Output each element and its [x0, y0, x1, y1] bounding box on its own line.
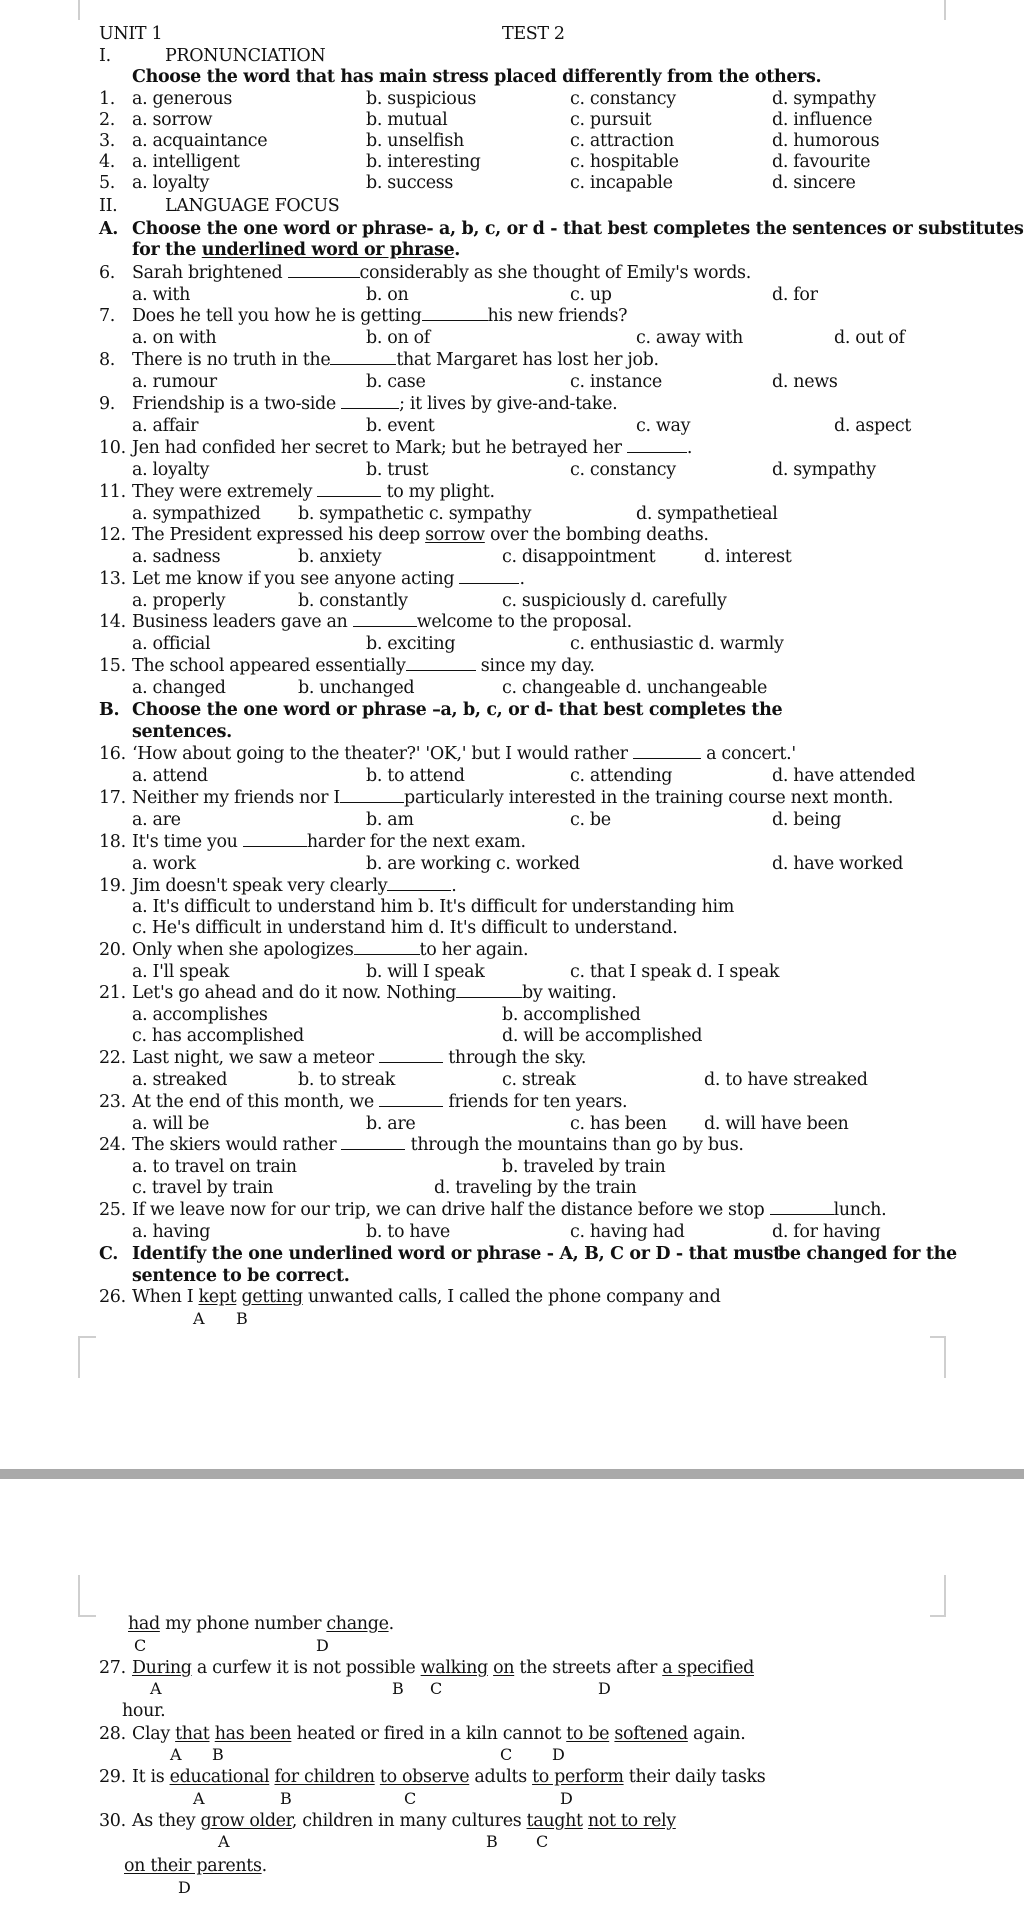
option-c: c. streak: [502, 1070, 576, 1090]
label-d: D: [560, 1789, 573, 1808]
question-number: 11.: [99, 482, 126, 502]
option-a: a. rumour: [132, 372, 217, 392]
underlined-part-a: educational: [169, 1767, 270, 1787]
underlined-phrase: underlined word or phrase: [201, 240, 455, 260]
question-number: 17.: [99, 788, 126, 808]
option-d: d. for: [772, 285, 818, 305]
label-b: B: [392, 1679, 404, 1698]
question-sentence: As they grow older, children in many cultures taught not to rely: [132, 1811, 676, 1831]
question-stem: Business leaders gave an welcome to the proposal.: [132, 612, 632, 632]
option-a: a. are: [132, 810, 181, 830]
option-c: c. up: [570, 285, 612, 305]
option-c: c. hospitable: [570, 152, 679, 172]
page2-top-right: [930, 1575, 946, 1617]
underlined-part-b: walking: [420, 1658, 488, 1678]
option-c: c. way: [636, 416, 691, 436]
answer-blank: [354, 954, 420, 955]
question-number: 15.: [99, 656, 126, 676]
option-d: d. sincere: [772, 173, 856, 193]
option-d: d. out of: [834, 328, 905, 348]
part-b-instruction-line2: sentences.: [132, 722, 232, 742]
label-a: A: [193, 1789, 205, 1808]
option-a: a. intelligent: [132, 152, 240, 172]
underlined-part-d: on their parents: [124, 1856, 262, 1876]
option-d: d. humorous: [772, 131, 880, 151]
option-c: c. be: [570, 810, 611, 830]
option-b: b. are: [366, 1114, 416, 1134]
option-d: d. sympathy: [772, 89, 876, 109]
question-stem: ‘How about going to the theater?' 'OK,' but I would rather a concert.': [132, 744, 796, 764]
question-number: 21.: [99, 983, 126, 1003]
part-b-letter: B.: [99, 700, 120, 720]
option-c: c. pursuit: [570, 110, 652, 130]
option-d: d. to have streaked: [704, 1070, 868, 1090]
option-c-d: c. that I speak d. I speak: [570, 962, 780, 982]
question-sentence: It is educational for children to observe adults to perform their daily tasks: [132, 1767, 766, 1787]
label-d: D: [316, 1636, 329, 1655]
question-number: 14.: [99, 612, 126, 632]
answer-blank: [379, 1106, 443, 1107]
underlined-part-c: to observe: [379, 1767, 470, 1787]
label-d: D: [552, 1745, 565, 1764]
part-b-instruction-line1: Choose the one word or phrase –a, b, c, or d- that best completes the: [132, 700, 783, 720]
question-sentence: When I kept getting unwanted calls, I called the phone company and: [132, 1287, 721, 1307]
question-stem: Only when she apologizes to her again.: [132, 940, 529, 960]
answer-blank: [317, 496, 381, 497]
underlined-part-c: had: [128, 1614, 160, 1634]
answer-blank: [387, 890, 451, 891]
option-b: b. interesting: [366, 152, 481, 172]
question-sentence-end: on their parents.: [124, 1856, 267, 1876]
question-number: 25.: [99, 1200, 126, 1220]
page1-bottom-right: [930, 1336, 946, 1378]
option-d: d. will have been: [704, 1114, 849, 1134]
option-c: c. constancy: [570, 89, 676, 109]
option-a: a. sorrow: [132, 110, 213, 130]
question-number: 30.: [99, 1811, 126, 1831]
part-c-instruction-line1: Identify the one underlined word or phrase - A, B, C or D - that must: [132, 1244, 781, 1264]
option-a: a. loyalty: [132, 173, 210, 193]
question-number: 29.: [99, 1767, 126, 1787]
answer-blank: [456, 997, 522, 998]
question-stem: If we leave now for our trip, we can drive half the distance before we stop lunch.: [132, 1200, 887, 1220]
label-a: A: [193, 1309, 205, 1328]
question-number: 23.: [99, 1092, 126, 1112]
option-d: d. have attended: [772, 766, 916, 786]
answer-blank: [422, 320, 488, 321]
question-number: 19.: [99, 876, 126, 896]
option-c: c. travel by train: [132, 1178, 274, 1198]
question-number: 28.: [99, 1724, 126, 1744]
underlined-part-b: taught: [526, 1811, 583, 1831]
question-number: 26.: [99, 1287, 126, 1307]
question-number: 8.: [99, 350, 115, 370]
option-b: b. unselfish: [366, 131, 464, 151]
underlined-part-a: grow older: [200, 1811, 292, 1831]
label-d: D: [178, 1878, 191, 1897]
underlined-part-b: for children: [274, 1767, 375, 1787]
question-stem: Friendship is a two-side ; it lives by give-and-take.: [132, 394, 618, 414]
question-number: 22.: [99, 1048, 126, 1068]
question-number: 10.: [99, 438, 126, 458]
label-c: C: [500, 1745, 512, 1764]
option-b: b. success: [366, 173, 453, 193]
option-c: c. has accomplished: [132, 1026, 304, 1046]
option-a: a. generous: [132, 89, 233, 109]
label-c: C: [134, 1636, 146, 1655]
page1-bottom-left: [78, 1336, 96, 1378]
label-c: C: [536, 1832, 548, 1851]
answer-blank: [341, 408, 399, 409]
question-stem: It's time you harder for the next exam.: [132, 832, 526, 852]
label-d: D: [598, 1679, 611, 1698]
underlined-word: sorrow: [425, 525, 485, 545]
option-a: a. sympathized: [132, 504, 261, 524]
section-1-number: I.: [99, 46, 111, 66]
label-a: A: [150, 1679, 162, 1698]
option-a: a. to travel on train: [132, 1157, 297, 1177]
option-b: b. unchanged: [298, 678, 415, 698]
underlined-part-c: on: [493, 1658, 515, 1678]
question-number: 4.: [99, 152, 115, 172]
question-sentence: Clay that has been heated or fired in a kiln cannot to be softened again.: [132, 1724, 746, 1744]
question-stem: The President expressed his deep sorrow over the bombing deaths.: [132, 525, 709, 545]
answer-blank: [770, 1214, 834, 1215]
option-b: b. on: [366, 285, 409, 305]
question-number: 16.: [99, 744, 126, 764]
question-stem: They were extremely to my plight.: [132, 482, 495, 502]
option-b-c: b. are working c. worked: [366, 854, 580, 874]
option-d: d. interest: [704, 547, 792, 567]
question-number: 3.: [99, 131, 115, 151]
label-b: B: [486, 1832, 498, 1851]
underlined-part-a: kept: [198, 1287, 237, 1307]
question-number: 27.: [99, 1658, 126, 1678]
option-b: b. to have: [366, 1222, 450, 1242]
question-stem: Neither my friends nor I particularly interested in the training course next month.: [132, 788, 894, 808]
part-a-letter: A.: [99, 219, 118, 239]
option-c-d: c. enthusiastic d. warmly: [570, 634, 784, 654]
underlined-part-c: not to rely: [587, 1811, 676, 1831]
option-b: b. constantly: [298, 591, 408, 611]
option-d: d. news: [772, 372, 838, 392]
section-1-instruction: Choose the word that has main stress placed differently from the others.: [132, 67, 822, 87]
option-d: d. sympathetieal: [636, 504, 778, 524]
option-a: a. official: [132, 634, 211, 654]
option-d: d. influence: [772, 110, 873, 130]
option-b: b. on of: [366, 328, 430, 348]
answer-blank: [330, 364, 396, 365]
option-a: a. acquaintance: [132, 131, 268, 151]
underlined-part-a: that: [175, 1724, 210, 1744]
question-number: 1.: [99, 89, 115, 109]
option-c: c. away with: [636, 328, 743, 348]
option-b: b. exciting: [366, 634, 456, 654]
option-b: b. will I speak: [366, 962, 485, 982]
option-c-d: c. changeable d. unchangeable: [502, 678, 768, 698]
answer-blank: [627, 452, 687, 453]
option-b: b. mutual: [366, 110, 448, 130]
option-b: b. case: [366, 372, 426, 392]
part-c-letter: C.: [99, 1244, 119, 1264]
question-sentence-end: hour.: [122, 1701, 166, 1721]
option-b: b. anxiety: [298, 547, 382, 567]
option-d: d. favourite: [772, 152, 871, 172]
question-number: 24.: [99, 1135, 126, 1155]
label-b: B: [212, 1745, 224, 1764]
option-a: a. streaked: [132, 1070, 228, 1090]
question-stem: Does he tell you how he is getting his new friends?: [132, 306, 628, 326]
label-c: C: [430, 1679, 442, 1698]
label-a: A: [218, 1832, 230, 1851]
option-a: a. sadness: [132, 547, 221, 567]
option-c: c. incapable: [570, 173, 673, 193]
option-c: c. having had: [570, 1222, 685, 1242]
option-c: c. disappointment: [502, 547, 656, 567]
label-c: C: [404, 1789, 416, 1808]
option-b-c: b. sympathetic c. sympathy: [298, 504, 532, 524]
question-stem: Jim doesn't speak very clearly .: [132, 876, 457, 896]
option-c: c. instance: [570, 372, 662, 392]
question-stem: At the end of this month, we friends for ten years.: [132, 1092, 628, 1112]
option-a: a. accomplishes: [132, 1005, 268, 1025]
option-d: d. aspect: [834, 416, 911, 436]
question-stem: Let me know if you see anyone acting .: [132, 569, 525, 589]
underlined-part-b: has been: [214, 1724, 292, 1744]
option-d: d. have worked: [772, 854, 903, 874]
question-number: 13.: [99, 569, 126, 589]
option-b: b. event: [366, 416, 435, 436]
label-a: A: [170, 1745, 182, 1764]
underlined-part-c: to be: [566, 1724, 610, 1744]
part-c-instruction-line2: sentence to be correct.: [132, 1266, 350, 1286]
option-d: d. traveling by the train: [434, 1178, 637, 1198]
option-a: a. properly: [132, 591, 226, 611]
answer-blank: [341, 1149, 405, 1150]
question-stem: Last night, we saw a meteor through the sky.: [132, 1048, 587, 1068]
underlined-part-d: change: [326, 1614, 389, 1634]
section-1-title: PRONUNCIATION: [165, 46, 326, 66]
options-line-2: c. He's difficult in understand him d. It's difficult to understand.: [132, 918, 678, 938]
part-a-instruction-line1: Choose the one word or phrase- a, b, c, or d - that best completes the sentences or substitutes: [132, 219, 1024, 239]
answer-blank: [288, 277, 360, 278]
option-d: d. being: [772, 810, 842, 830]
option-a: a. having: [132, 1222, 211, 1242]
part-c-instruction-line1-end: be changed for the: [778, 1244, 957, 1264]
question-number: 20.: [99, 940, 126, 960]
option-d: d. will be accomplished: [502, 1026, 703, 1046]
option-c-d: c. suspiciously d. carefully: [502, 591, 727, 611]
option-a: a. changed: [132, 678, 226, 698]
section-2-number: II.: [99, 196, 118, 216]
option-a: a. affair: [132, 416, 199, 436]
option-d: d. sympathy: [772, 460, 876, 480]
question-stem: The skiers would rather through the mountains than go by bus.: [132, 1135, 744, 1155]
option-b: b. to attend: [366, 766, 465, 786]
underlined-part-b: getting: [241, 1287, 303, 1307]
section-2-title: LANGUAGE FOCUS: [165, 196, 340, 216]
label-b: B: [280, 1789, 292, 1808]
question-stem: Jen had confided her secret to Mark; but he betrayed her .: [132, 438, 693, 458]
answer-blank: [379, 1062, 443, 1063]
question-sentence-continued: had my phone number change.: [128, 1614, 394, 1634]
underlined-part-d: to perform: [532, 1767, 624, 1787]
question-sentence: During a curfew it is not possible walking on the streets after a specified: [132, 1658, 754, 1678]
answer-blank: [353, 626, 417, 627]
option-b: b. accomplished: [502, 1005, 641, 1025]
question-number: 5.: [99, 173, 115, 193]
unit-label: UNIT 1: [99, 24, 163, 44]
option-c: c. attraction: [570, 131, 674, 151]
option-a: a. loyalty: [132, 460, 210, 480]
answer-blank: [459, 583, 519, 584]
option-b: b. am: [366, 810, 414, 830]
underlined-part-d: a specified: [662, 1658, 754, 1678]
option-b: b. trust: [366, 460, 429, 480]
page-frame-top-left: [78, 0, 80, 20]
option-c: c. constancy: [570, 460, 676, 480]
page-frame-top-right: [944, 0, 946, 20]
underlined-part-d: softened: [614, 1724, 688, 1744]
question-number: 12.: [99, 525, 126, 545]
option-a: a. on with: [132, 328, 217, 348]
answer-blank: [406, 670, 476, 671]
option-a: a. work: [132, 854, 196, 874]
answer-blank: [243, 846, 307, 847]
option-c: c. has been: [570, 1114, 667, 1134]
answer-blank: [340, 802, 404, 803]
test-label: TEST 2: [502, 24, 565, 44]
option-a: a. I'll speak: [132, 962, 230, 982]
option-c: c. attending: [570, 766, 673, 786]
question-stem: The school appeared essentially since my day.: [132, 656, 595, 676]
option-a: a. attend: [132, 766, 208, 786]
question-number: 7.: [99, 306, 115, 326]
option-b: b. to streak: [298, 1070, 396, 1090]
question-stem: Let's go ahead and do it now. Nothing by waiting.: [132, 983, 617, 1003]
answer-blank: [633, 758, 701, 759]
option-a: a. will be: [132, 1114, 209, 1134]
options-line-1: a. It's difficult to understand him b. It's difficult for understanding him: [132, 897, 734, 917]
underlined-part-a: During: [132, 1658, 192, 1678]
question-number: 2.: [99, 110, 115, 130]
option-d: d. for having: [772, 1222, 881, 1242]
page-separator: [0, 1469, 1024, 1479]
question-number: 9.: [99, 394, 115, 414]
question-stem: There is no truth in the that Margaret has lost her job.: [132, 350, 659, 370]
option-a: a. with: [132, 285, 190, 305]
question-stem: Sarah brightened considerably as she thought of Emily's words.: [132, 263, 751, 283]
question-number: 18.: [99, 832, 126, 852]
question-number: 6.: [99, 263, 115, 283]
part-a-instruction-line2: for the underlined word or phrase.: [132, 240, 461, 260]
page2-top-left: [78, 1575, 96, 1617]
label-b: B: [236, 1309, 248, 1328]
option-b: b. traveled by train: [502, 1157, 666, 1177]
option-b: b. suspicious: [366, 89, 476, 109]
